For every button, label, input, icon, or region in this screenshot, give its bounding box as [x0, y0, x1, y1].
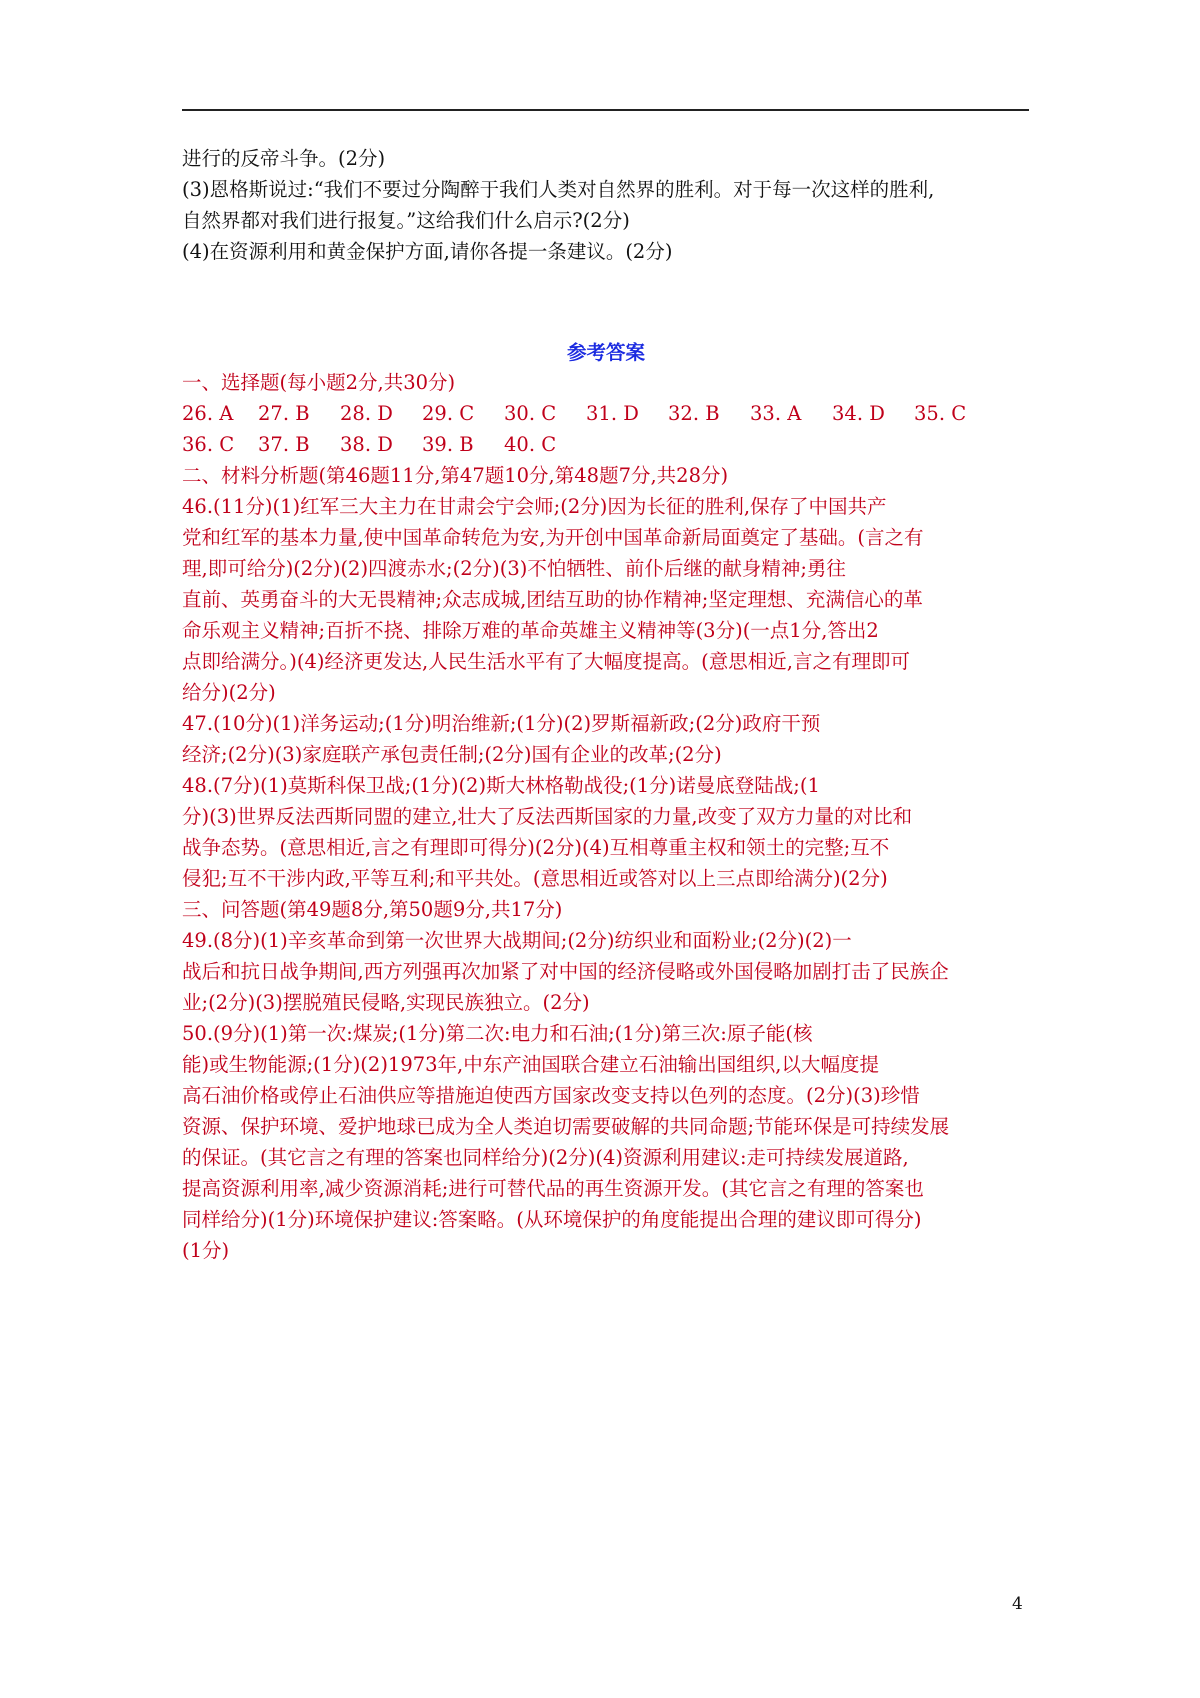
mc-answer: 30. C	[504, 402, 557, 425]
q48-line: 分)(3)世界反法西斯同盟的建立,壮大了反法西斯国家的力量,改变了双方力量的对比和	[182, 805, 913, 828]
mc-answer: 28. D	[340, 402, 393, 425]
q49-line: 49.(8分)(1)辛亥革命到第一次世界大战期间;(2分)纺织业和面粉业;(2分)(2)一	[182, 929, 852, 952]
question-line: 自然界都对我们进行报复。”这给我们什么启示?(2分)	[182, 209, 630, 232]
q50-line: 高石油价格或停止石油供应等措施迫使西方国家改变支持以色列的态度。(2分)(3)珍惜	[182, 1084, 920, 1107]
q46-line: 理,即可给分)(2分)(2)四渡赤水;(2分)(3)不怕牺牲、前仆后继的献身精神;勇往	[182, 557, 846, 580]
q46-line: 给分)(2分)	[182, 681, 276, 704]
mc-row-1	[182, 398, 1030, 429]
q50-line: 同样给分)(1分)环境保护建议:答案略。(从环境保护的角度能提出合理的建议即可得分)	[182, 1208, 922, 1231]
mc-answer: 31. D	[586, 402, 639, 425]
section3-heading: 三、问答题(第49题8分,第50题9分,共17分)	[182, 898, 563, 921]
q48-line: 侵犯;互不干涉内政,平等互利;和平共处。(意思相近或答对以上三点即给满分)(2分)	[182, 867, 888, 890]
header-rule	[182, 109, 1029, 111]
mc-answer: 38. D	[340, 433, 393, 456]
mc-answer: 33. A	[750, 402, 802, 425]
page-number: 4	[1012, 1594, 1023, 1614]
q49-line: 业;(2分)(3)摆脱殖民侵略,实现民族独立。(2分)	[182, 991, 590, 1014]
q46-line: 点即给满分。)(4)经济更发达,人民生活水平有了大幅度提高。(意思相近,言之有理即可	[182, 650, 910, 673]
q50-line: 的保证。(其它言之有理的答案也同样给分)(2分)(4)资源利用建议:走可持续发展道路,	[182, 1146, 909, 1169]
mc-answer: 39. B	[422, 433, 474, 456]
q47-line: 经济;(2分)(3)家庭联产承包责任制;(2分)国有企业的改革;(2分)	[182, 743, 722, 766]
q47-line: 47.(10分)(1)洋务运动;(1分)明治维新;(1分)(2)罗斯福新政;(2分)政府干预	[182, 712, 821, 735]
q46-line: 党和红军的基本力量,使中国革命转危为安,为开创中国革命新局面奠定了基础。(言之有	[182, 526, 924, 549]
q46-line: 直前、英勇奋斗的大无畏精神;众志成城,团结互助的协作精神;坚定理想、充满信心的革	[182, 588, 923, 611]
q50-line: 资源、保护环境、爱护地球已成为全人类迫切需要破解的共同命题;节能环保是可持续发展	[182, 1115, 950, 1138]
question-tail	[182, 143, 1030, 267]
mc-answer: 27. B	[258, 402, 310, 425]
q46-line: 46.(11分)(1)红军三大主力在甘肃会宁会师;(2分)因为长征的胜利,保存了中国共产	[182, 495, 887, 518]
q46-line: 命乐观主义精神;百折不挠、排除万难的革命英雄主义精神等(3分)(一点1分,答出2	[182, 619, 879, 642]
q49-line: 战后和抗日战争期间,西方列强再次加紧了对中国的经济侵略或外国侵略加剧打击了民族企	[182, 960, 949, 983]
mc-answer: 26. A	[182, 402, 234, 425]
section1-heading: 一、选择题(每小题2分,共30分)	[182, 371, 456, 394]
mc-answer: 40. C	[504, 433, 557, 456]
mc-answer: 29. C	[422, 402, 475, 425]
section2-heading: 二、材料分析题(第46题11分,第47题10分,第48题7分,共28分)	[182, 464, 729, 487]
question-line: 进行的反帝斗争。(2分)	[182, 147, 386, 170]
q50-line: 50.(9分)(1)第一次:煤炭;(1分)第二次:电力和石油;(1分)第三次:原子能(核	[182, 1022, 813, 1045]
q48-line: 48.(7分)(1)莫斯科保卫战;(1分)(2)斯大林格勒战役;(1分)诺曼底登陆战;(1	[182, 774, 820, 797]
mc-row-2	[182, 429, 1030, 460]
question-line: (3)恩格斯说过:“我们不要过分陶醉于我们人类对自然界的胜利。对于每一次这样的胜利,	[182, 178, 935, 201]
q48-line: 战争态势。(意思相近,言之有理即可得分)(2分)(4)互相尊重主权和领土的完整;互不	[182, 836, 890, 859]
answer-title: 参考答案	[566, 341, 645, 364]
mc-answer: 36. C	[182, 433, 235, 456]
mc-answer: 34. D	[832, 402, 885, 425]
answer-section	[182, 367, 1030, 1266]
mc-answer: 37. B	[258, 433, 310, 456]
q50-line: (1分)	[182, 1239, 230, 1262]
mc-answer: 32. B	[668, 402, 720, 425]
question-line: (4)在资源利用和黄金保护方面,请你各提一条建议。(2分)	[182, 240, 673, 263]
mc-answer: 35. C	[914, 402, 967, 425]
q50-line: 提高资源利用率,减少资源消耗;进行可替代品的再生资源开发。(其它言之有理的答案也	[182, 1177, 924, 1200]
q50-line: 能)或生物能源;(1分)(2)1973年,中东产油国联合建立石油输出国组织,以大幅度提	[182, 1053, 879, 1076]
